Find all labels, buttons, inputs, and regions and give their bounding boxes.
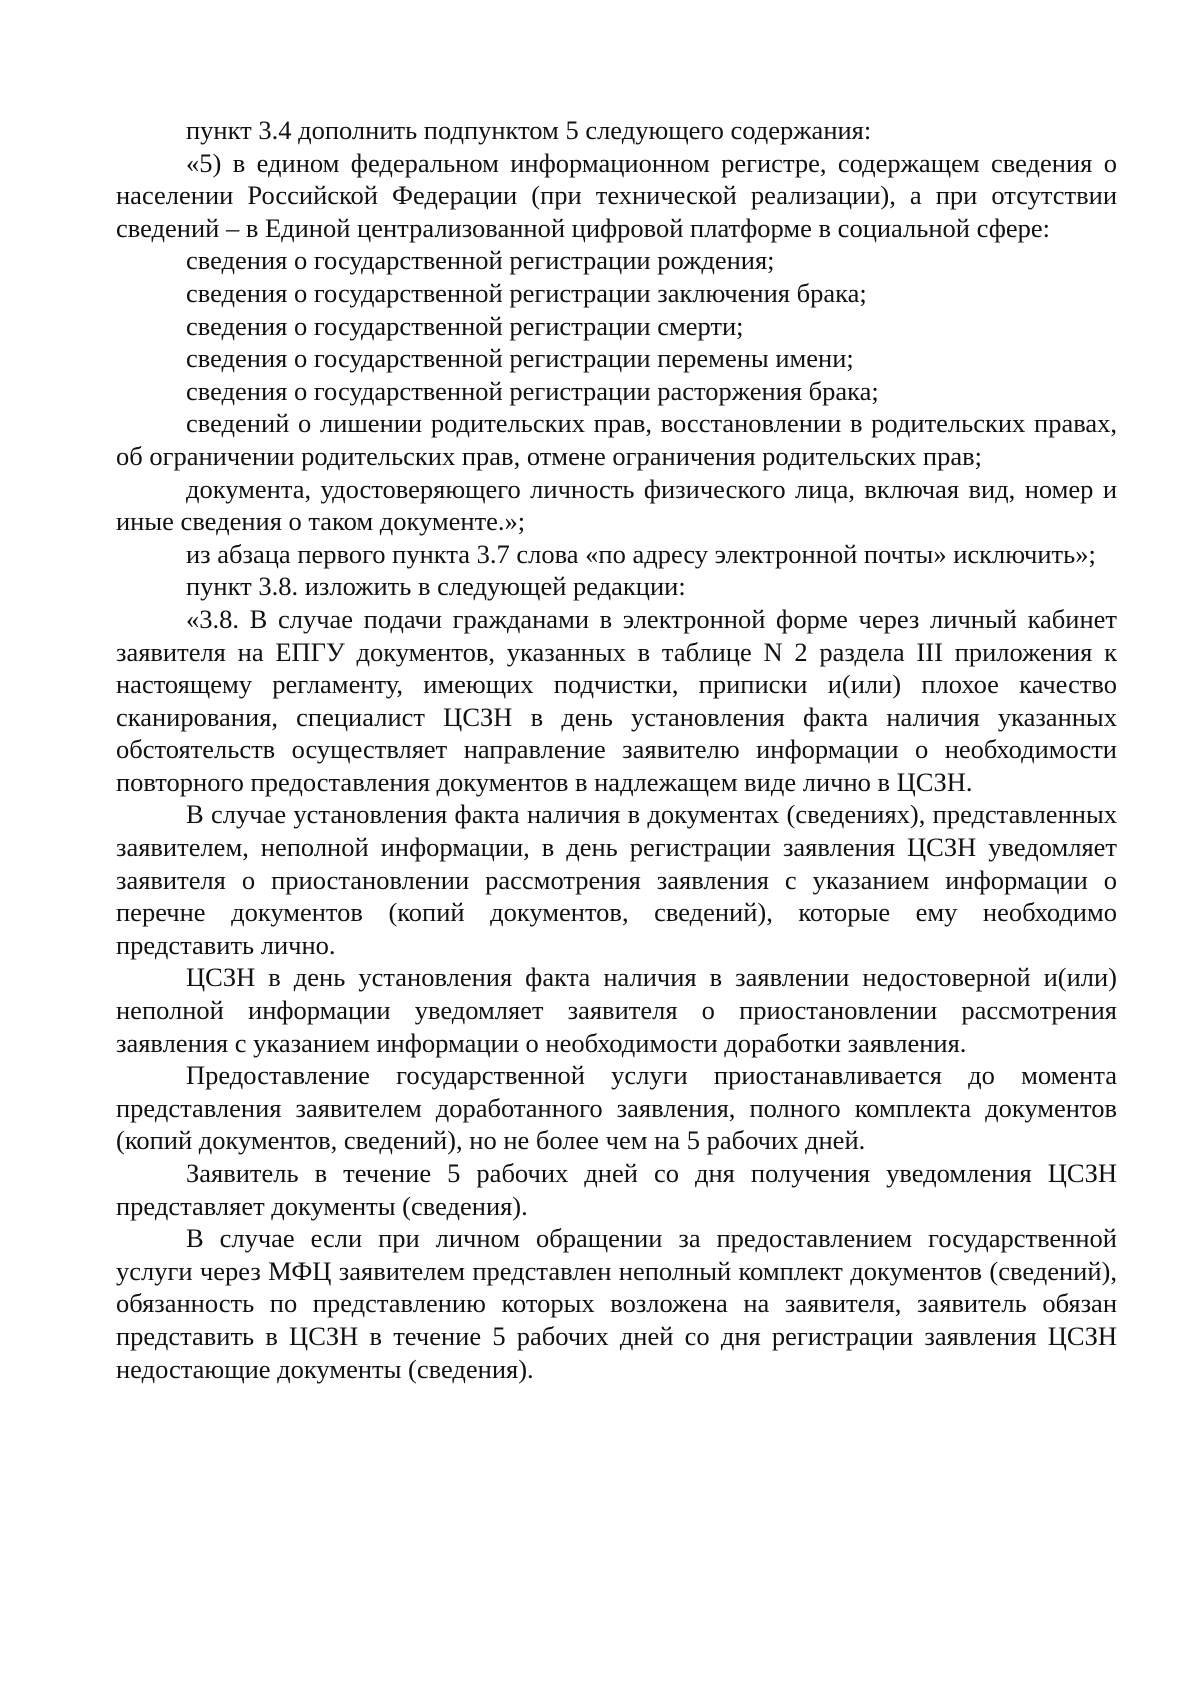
paragraph-identity-document: документа, удостоверяющего личность физического лица, включая вид, номер и иные сведения о таком документе.»;: [116, 473, 1117, 537]
paragraph-applicant-deadline: Заявитель в течение 5 рабочих дней со дня получения уведомления ЦСЗН представляет документы (сведения).: [116, 1158, 1117, 1221]
paragraph-item-3-8-text: «3.8. В случае подачи гражданами в электронной форме через личный кабинет заявителя на ЕПГУ документов, указанных в таблице N 2 раздела III приложения к настоящему регламенту, имеющих подчистки, приписки и(или) плохое качество сканирования, специалист ЦСЗН в день установления факта наличия указанных обстоятельств осуществляет направление заявителю информации о необходимости повторного предоставления документов в надлежащем виде лично в ЦСЗН.: [116, 603, 1117, 797]
paragraph-name-change-registration: сведения о государственной регистрации перемены имени;: [186, 343, 854, 374]
paragraph-marriage-registration: сведения о государственной регистрации заключения брака;: [186, 277, 867, 308]
paragraph-item-3-8-intro: пункт 3.8. изложить в следующей редакции:: [186, 571, 686, 602]
paragraph-incomplete-info: В случае установления факта наличия в документах (сведениях), представленных заявителем, неполной информации, в день регистрации заявления ЦСЗН уведомляет заявителя о приостановлении рассмотрения заявления с указанием информации о перечне документов (копий документов, сведений), которые ему необходимо представить лично.: [116, 799, 1117, 960]
paragraph-unreliable-info: ЦСЗН в день установления факта наличия в заявлении недостоверной и(или) неполной информации уведомляет заявителя о приостановлении рассмотрения заявления с указанием информации о необходимости доработки заявления.: [116, 962, 1117, 1058]
paragraph-subitem-5: «5) в едином федеральном информационном регистре, содержащем сведения о населении Российской Федерации (при технической реализации), а при отсутствии сведений – в Единой централизованной цифровой платформе в социальной сфере:: [116, 147, 1117, 243]
paragraph-death-registration: сведения о государственной регистрации смерти;: [186, 310, 744, 341]
paragraph-item-3-7: из абзаца первого пункта 3.7 слова «по адресу электронной почты» исключить»;: [186, 538, 1096, 569]
paragraph-suspension: Предоставление государственной услуги приостанавливается до момента представления заявителем доработанного заявления, полного комплекта документов (копий документов, сведений), но не более чем на 5 рабочих дней.: [116, 1060, 1117, 1156]
paragraph-parental-rights: сведений о лишении родительских прав, восстановлении в родительских правах, об ограничении родительских прав, отмене ограничения родительских прав;: [116, 408, 1117, 471]
paragraph-divorce-registration: сведения о государственной регистрации расторжения брака;: [186, 375, 879, 406]
paragraph-birth-registration: сведения о государственной регистрации рождения;: [186, 245, 775, 276]
document-text: [116, 114, 1117, 1385]
paragraph-item-3-4-intro: пункт 3.4 дополнить подпунктом 5 следующего содержания:: [186, 115, 872, 145]
paragraph-mfc-incomplete-set: В случае если при личном обращении за предоставлением государственной услуги через МФЦ заявителем представлен неполный комплект документов (сведений), обязанность по представлению которых возложена на заявителя, заявитель обязан представить в ЦСЗН в течение 5 рабочих дней со дня регистрации заявления ЦСЗН недостающие документы (сведения).: [116, 1223, 1117, 1384]
